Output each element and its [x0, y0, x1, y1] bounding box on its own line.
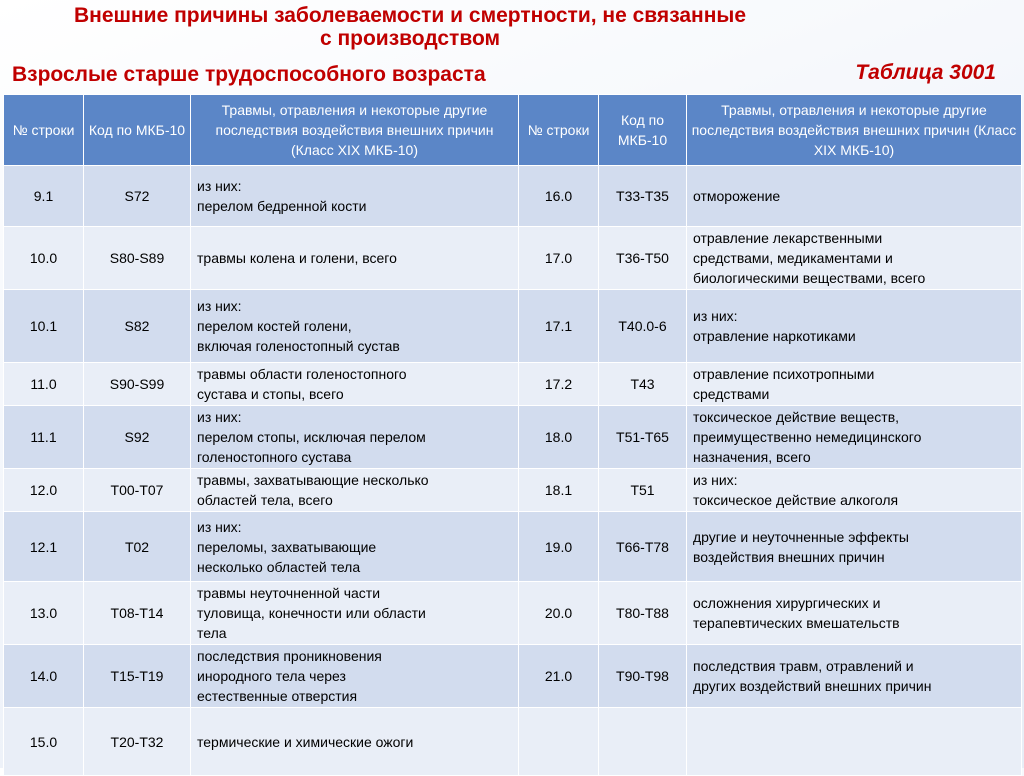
row-number-cell: 17.2: [519, 363, 599, 406]
description-cell: [191, 227, 519, 290]
icd-code-cell: Т51: [599, 469, 687, 512]
description-cell: [687, 645, 1022, 708]
header-code-1: Код по МКБ-10: [84, 95, 191, 166]
description-line: инородного тела через: [197, 668, 346, 684]
icd-code-cell: S82: [84, 290, 191, 363]
description-line: токсическое действие алкоголя: [693, 492, 899, 508]
description-line: тела: [197, 625, 227, 641]
description-line: сустава и стопы, всего: [197, 386, 344, 402]
row-number-cell: 10.0: [4, 227, 84, 290]
description-line: включая голеностопный сустав: [197, 338, 400, 354]
description-line: отморожение: [693, 188, 781, 204]
row-number-cell: 13.0: [4, 582, 84, 645]
table-body: [4, 166, 1022, 776]
description-cell: [687, 582, 1022, 645]
row-number-cell: 20.0: [519, 582, 599, 645]
icd-code-cell: S80-S89: [84, 227, 191, 290]
description-cell: [191, 645, 519, 708]
icd-code-cell: Т00-Т07: [84, 469, 191, 512]
row-number-cell: 14.0: [4, 645, 84, 708]
row-number-cell: 17.1: [519, 290, 599, 363]
description-cell: [191, 582, 519, 645]
description-line: областей тела, всего: [197, 492, 333, 508]
description-cell: [191, 406, 519, 469]
icd-code-cell: Т20-Т32: [84, 708, 191, 776]
icd-table: [3, 94, 1022, 776]
row-number-cell: 21.0: [519, 645, 599, 708]
description-line: из них:: [197, 409, 242, 425]
table-row: [4, 469, 1022, 512]
icd-code-cell: Т43: [599, 363, 687, 406]
description-cell: [687, 363, 1022, 406]
description-line: перелом костей голени,: [197, 318, 352, 334]
row-number-cell: 18.0: [519, 406, 599, 469]
title-line-2: с производством: [319, 27, 501, 50]
icd-code-cell: Т51-Т65: [599, 406, 687, 469]
table-row: [4, 290, 1022, 363]
description-cell: [687, 290, 1022, 363]
description-cell: [191, 290, 519, 363]
description-line: из них:: [693, 308, 738, 324]
icd-code-cell: Т02: [84, 512, 191, 582]
table-header-row: [4, 95, 1022, 166]
row-number-cell: 12.0: [4, 469, 84, 512]
header-description-1: Травмы, отравления и некоторые другие последствия воздействия внешних причин (Класс XIX МКБ-10): [191, 95, 519, 166]
row-number-cell: 16.0: [519, 166, 599, 227]
icd-code-cell: S72: [84, 166, 191, 227]
header-row-number-1: № строки: [4, 95, 84, 166]
description-line: травмы, захватывающие несколько: [197, 472, 429, 488]
description-line: термические и химические ожоги: [197, 733, 414, 750]
row-number-cell: 12.1: [4, 512, 84, 582]
description-line: несколько областей тела: [197, 558, 361, 575]
description-line: из них:: [197, 178, 242, 194]
description-line: средствами: [693, 386, 770, 402]
table-number: Таблица 3001: [855, 61, 996, 84]
icd-code-cell: Т08-Т14: [84, 582, 191, 645]
description-line: из них:: [693, 472, 738, 488]
description-line: травмы неуточненной части: [197, 585, 381, 601]
page-title: [0, 4, 820, 50]
row-number-cell: [519, 708, 599, 776]
icd-code-cell: S90-S99: [84, 363, 191, 406]
description-line: других воздействий внешних причин: [693, 678, 932, 694]
description-line: отравление психотропными: [693, 366, 875, 382]
row-number-cell: 11.1: [4, 406, 84, 469]
description-line: последствия травм, отравлений и: [693, 658, 914, 674]
description-line: отравление наркотиками: [693, 328, 856, 344]
description-cell: [687, 469, 1022, 512]
icd-code-cell: Т90-Т98: [599, 645, 687, 708]
description-cell: [191, 166, 519, 227]
row-number-cell: 15.0: [4, 708, 84, 776]
description-cell: [687, 166, 1022, 227]
table-row: [4, 582, 1022, 645]
description-line: терапевтических вмешательств: [693, 615, 900, 631]
icd-code-cell: Т40.0-6: [599, 290, 687, 363]
description-line: осложнения хирургических и: [693, 595, 881, 611]
description-line: средствами, медикаментами и: [693, 250, 893, 266]
description-line: биологическими веществами, всего: [693, 270, 926, 286]
description-line: из них:: [197, 518, 242, 535]
description-line: перелом стопы, исключая перелом: [197, 429, 426, 445]
table-row: [4, 512, 1022, 582]
description-cell: [191, 469, 519, 512]
icd-code-cell: Т80-Т88: [599, 582, 687, 645]
description-cell: [191, 708, 519, 776]
row-number-cell: 11.0: [4, 363, 84, 406]
icd-code-cell: Т15-Т19: [84, 645, 191, 708]
title-line-1: Внешние причины заболеваемости и смертности, не связанные: [73, 4, 747, 27]
description-line: другие и неуточненные эффекты: [693, 528, 909, 545]
table-row: [4, 363, 1022, 406]
description-line: голеностопного сустава: [197, 449, 352, 465]
header-code-2: Код по МКБ-10: [599, 95, 687, 166]
header-row-number-2: № строки: [519, 95, 599, 166]
description-line: травмы области голеностопного: [197, 366, 407, 382]
description-cell: [687, 227, 1022, 290]
table-row: [4, 166, 1022, 227]
description-cell: [191, 512, 519, 582]
table-row: [4, 645, 1022, 708]
description-line: последствия проникновения: [197, 648, 382, 664]
description-line: токсическое действие веществ,: [693, 409, 900, 425]
description-line: туловища, конечности или области: [197, 605, 426, 621]
description-line: травмы колена и голени, всего: [197, 250, 397, 266]
description-line: преимущественно немедицинского: [693, 429, 922, 445]
description-cell: [191, 363, 519, 406]
page-subtitle: Взрослые старше трудоспособного возраста: [12, 63, 486, 86]
row-number-cell: 17.0: [519, 227, 599, 290]
description-line: естественные отверстия: [197, 688, 358, 704]
table-row: [4, 708, 1022, 776]
description-cell: [687, 512, 1022, 582]
icd-code-cell: [599, 708, 687, 776]
row-number-cell: 19.0: [519, 512, 599, 582]
description-line: переломы, захватывающие: [197, 538, 377, 555]
description-cell: [687, 708, 1022, 776]
icd-code-cell: Т36-Т50: [599, 227, 687, 290]
description-line: воздействия внешних причин: [693, 548, 885, 565]
header-description-2: Травмы, отравления и некоторые другие последствия воздействия внешних причин (Класс XIX МКБ-10): [687, 95, 1022, 166]
description-line: перелом бедренной кости: [197, 198, 367, 214]
table-row: [4, 406, 1022, 469]
row-number-cell: 9.1: [4, 166, 84, 227]
table-row: [4, 227, 1022, 290]
row-number-cell: 18.1: [519, 469, 599, 512]
description-line: из них:: [197, 298, 242, 314]
description-line: назначения, всего: [693, 449, 811, 465]
icd-code-cell: Т33-Т35: [599, 166, 687, 227]
row-number-cell: 10.1: [4, 290, 84, 363]
description-cell: [687, 406, 1022, 469]
description-line: отравление лекарственными: [693, 230, 883, 246]
icd-code-cell: S92: [84, 406, 191, 469]
icd-code-cell: Т66-Т78: [599, 512, 687, 582]
